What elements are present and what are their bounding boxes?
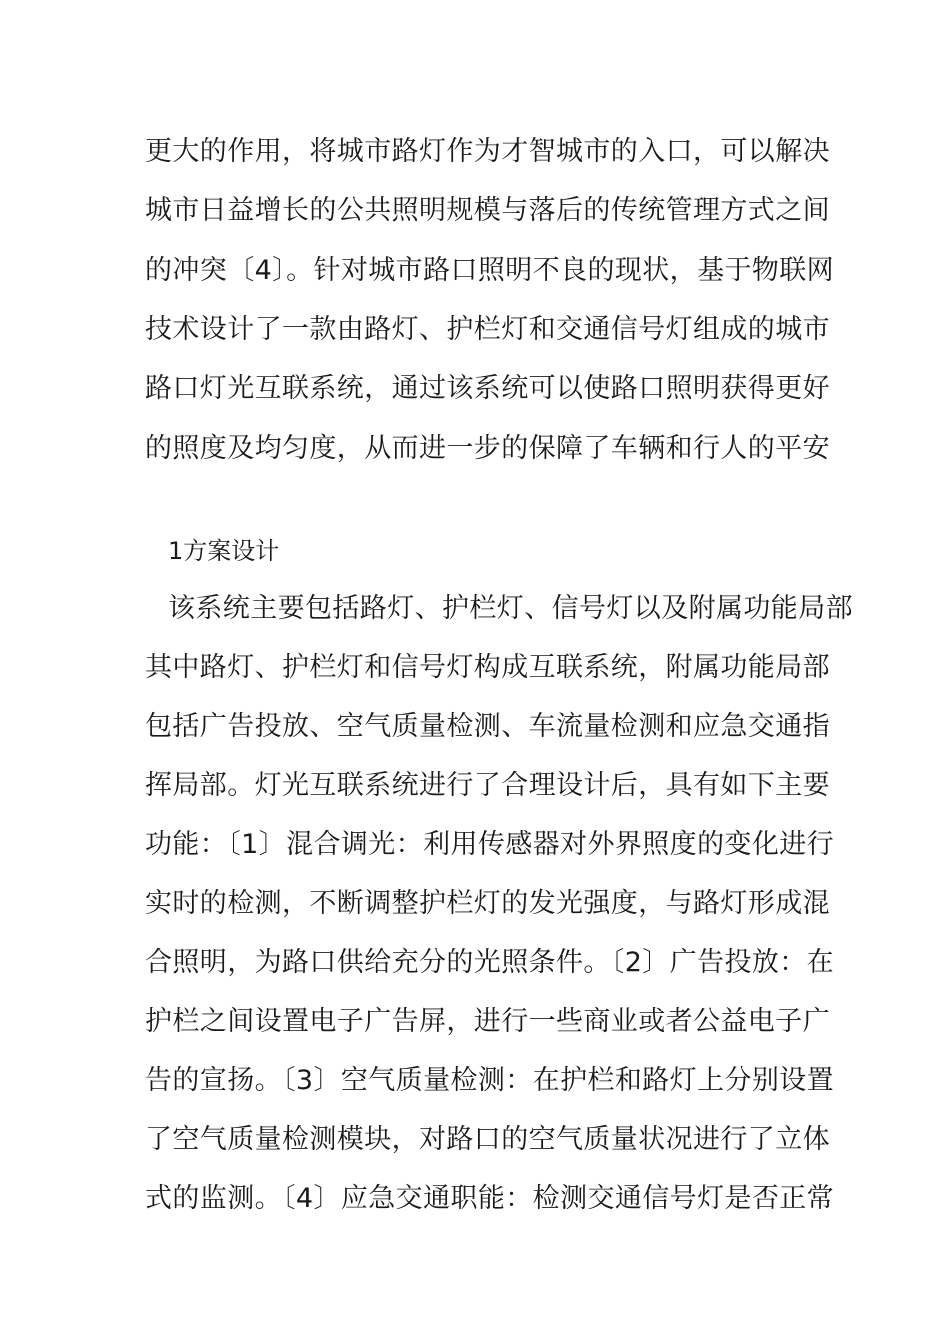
- paragraph2-line-1: 该系统主要包括路灯、护栏灯、信号灯以及附属功能局部: [168, 593, 853, 624]
- paragraph2-line-10: 了空气质量检测模块，对路口的空气质量状况进行了立体: [145, 1124, 830, 1155]
- paragraph1-line-6: 的照度及均匀度，从而进一步的保障了车辆和行人的平安: [145, 433, 830, 464]
- paragraph1-line-2: 城市日益增长的公共照明规模与落后的传统管理方式之间: [145, 195, 830, 226]
- section-heading: 1方案设计: [168, 537, 280, 565]
- paragraph2-line-7: 合照明，为路口供给充分的光照条件。〔2〕广告投放：在: [145, 947, 835, 978]
- paragraph2-line-2: 其中路灯、护栏灯和信号灯构成互联系统，附属功能局部: [145, 652, 830, 683]
- paragraph1-line-4: 技术设计了一款由路灯、护栏灯和交通信号灯组成的城市: [145, 314, 830, 345]
- paragraph2-line-3: 包括广告投放、空气质量检测、车流量检测和应急交通指: [145, 711, 830, 742]
- paragraph1-line-1: 更大的作用，将城市路灯作为才智城市的入口，可以解决: [145, 136, 830, 167]
- paragraph2-line-11: 式的监测。〔4〕应急交通职能：检测交通信号灯是否正常: [145, 1183, 835, 1214]
- paragraph2-line-8: 护栏之间设置电子广告屏，进行一些商业或者公益电子广: [145, 1006, 830, 1037]
- paragraph2-line-9: 告的宣扬。〔3〕空气质量检测：在护栏和路灯上分别设置: [145, 1065, 835, 1096]
- paragraph1-line-5: 路口灯光互联系统，通过该系统可以使路口照明获得更好: [145, 373, 830, 404]
- paragraph2-line-6: 实时的检测，不断调整护栏灯的发光强度，与路灯形成混: [145, 888, 830, 919]
- paragraph2-line-4: 挥局部。灯光互联系统进行了合理设计后，具有如下主要: [145, 770, 830, 801]
- paragraph1-line-3: 的冲突〔4〕。针对城市路口照明不良的现状，基于物联网: [145, 255, 835, 286]
- paragraph2-line-5: 功能：〔1〕混合调光：利用传感器对外界照度的变化进行: [145, 829, 835, 860]
